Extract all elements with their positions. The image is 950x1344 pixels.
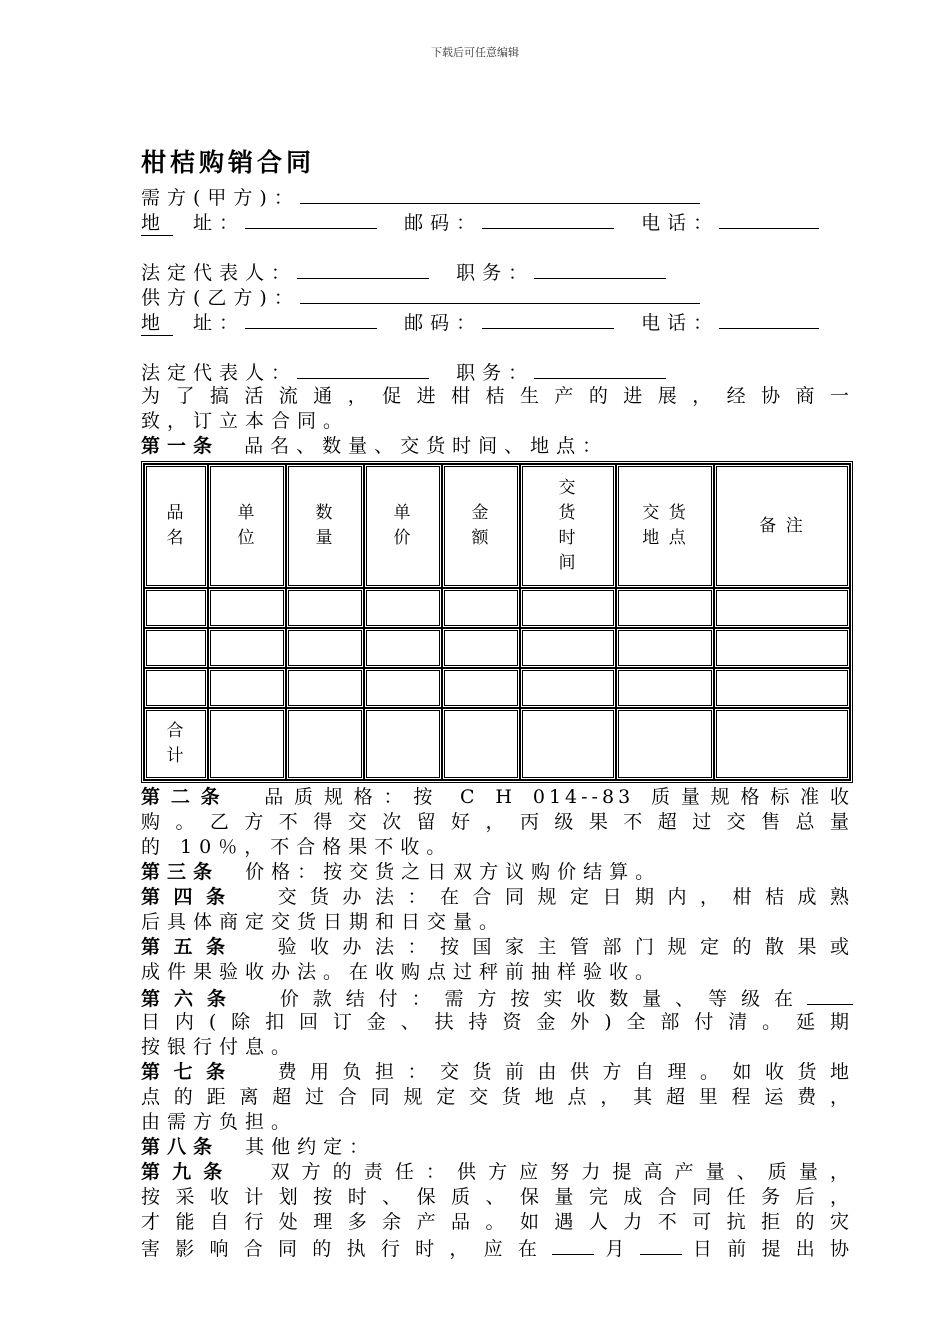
article-8-line: 第八条 其他约定： [141, 1136, 376, 1158]
article-1-text: 品名、数量、交货时间、地点： [244, 435, 609, 457]
buyer-phone-continuation [141, 234, 853, 259]
table-cell[interactable] [520, 628, 616, 668]
phone-label: 电话： [641, 312, 720, 334]
header-cell: 品 名 [144, 464, 208, 588]
article-2-line-1: 第二条 品质规格：按 C H 014--83 质量规格标准收 [141, 786, 853, 808]
address-label: 地 址： [141, 212, 246, 234]
article-8-number: 第八条 [141, 1136, 220, 1158]
article-2-number: 第二条 [141, 786, 231, 808]
header-cell: 单 价 [364, 464, 442, 588]
seller-name-field[interactable] [300, 284, 700, 304]
phone-label: 电话： [641, 212, 720, 234]
table-cell[interactable] [714, 628, 850, 668]
address-label: 地 址： [141, 312, 246, 334]
table-cell[interactable] [208, 588, 286, 628]
payment-days-field[interactable] [807, 985, 853, 1005]
table-cell[interactable] [520, 708, 616, 780]
article-9-line-3: 才能自行处理多余产品。如遇人力不可抗拒的灾 [141, 1211, 853, 1233]
seller-address-line [141, 309, 853, 334]
article-6-line-2: 日内(除扣回订金、扶持资金外)全部付清。延期 [141, 1011, 853, 1033]
rep-label: 法定代表人： [141, 362, 298, 384]
table-row [144, 588, 850, 628]
header-cell: 金 额 [442, 464, 520, 588]
seller-rep-field[interactable] [297, 359, 429, 379]
table-cell[interactable] [520, 588, 616, 628]
buyer-postcode-field[interactable] [482, 209, 614, 229]
article-9-number: 第九条 [141, 1161, 235, 1183]
header-cell: 备 注 [714, 464, 850, 588]
header-cell: 数 量 [286, 464, 364, 588]
article-5-line-2: 成件果验收办法。在收购点过秤前抽样验收。 [141, 961, 662, 983]
table-cell[interactable] [442, 588, 520, 628]
article-9-line-4: 害影响合同的执行时，应在 月 日前提出协 [141, 1235, 853, 1260]
table-cell[interactable] [364, 628, 442, 668]
table-cell[interactable] [286, 588, 364, 628]
seller-address-field[interactable] [245, 309, 377, 329]
seller-position-field[interactable] [534, 359, 666, 379]
table-cell[interactable] [616, 588, 714, 628]
intro-line-1: 为了搞活流通，促进柑桔生产的进展，经协商一 [141, 385, 853, 407]
header-cell: 交 货 地 点 [616, 464, 714, 588]
table-total-row [144, 708, 850, 780]
article-5-number: 第五条 [141, 936, 239, 958]
page-header-note: 下载后可任意编辑 [431, 46, 519, 59]
seller-phone-continuation [141, 334, 853, 359]
table-cell[interactable] [144, 588, 208, 628]
article-1-number: 第一条 [141, 435, 220, 457]
table-cell[interactable] [714, 588, 850, 628]
table-cell[interactable] [442, 628, 520, 668]
article-6-number: 第六条 [141, 988, 240, 1010]
seller-rep-line [141, 359, 853, 384]
header-cell: 单 位 [208, 464, 286, 588]
table-cell[interactable] [364, 668, 442, 708]
table-cell[interactable] [616, 668, 714, 708]
table-cell[interactable] [286, 668, 364, 708]
table-cell[interactable] [144, 628, 208, 668]
deadline-month-field[interactable] [552, 1235, 594, 1255]
article-3-line: 第三条 价格：按交货之日双方议购价结算。 [141, 861, 662, 883]
buyer-label: 需方(甲方)： [141, 187, 300, 209]
table-cell[interactable] [616, 628, 714, 668]
article-3-number: 第三条 [141, 861, 220, 883]
article-7-line-1: 第七条 费用负担：交货前由供方自理。如收货地 [141, 1061, 853, 1083]
table-cell[interactable] [144, 668, 208, 708]
buyer-phone-field[interactable] [719, 209, 819, 229]
buyer-address-field[interactable] [245, 209, 377, 229]
postcode-label: 邮码： [404, 212, 483, 234]
buyer-rep-line [141, 259, 853, 284]
article-6-line-1: 第六条 价款结付：需方按实收数量、等级在 [141, 985, 853, 1010]
table-cell[interactable] [442, 708, 520, 780]
table-row [144, 628, 850, 668]
article-9-line-2: 按采收计划按时、保质、保量完成合同任务后， [141, 1186, 853, 1208]
seller-phone-field[interactable] [719, 309, 819, 329]
table-cell[interactable] [714, 668, 850, 708]
article-7-line-2: 点的距离超过合同规定交货地点，其超里程运费， [141, 1086, 853, 1108]
table-cell[interactable] [714, 708, 850, 780]
article-1-line [141, 434, 853, 459]
seller-line [141, 284, 853, 309]
table-header-row [144, 464, 850, 588]
article-9-line-1: 第九条 双方的责任：供方应努力提高产量、质量， [141, 1161, 853, 1183]
header-cell: 交 货 时 间 [520, 464, 616, 588]
article-4-line-1: 第四条 交货办法：在合同规定日期内，柑桔成熟 [141, 886, 853, 908]
position-label: 职务： [456, 362, 535, 384]
article-7-line-3: 由需方负担。 [141, 1111, 298, 1133]
buyer-line [141, 184, 853, 209]
seller-postcode-field[interactable] [482, 309, 614, 329]
article-4-number: 第四条 [141, 886, 239, 908]
table-cell[interactable] [442, 668, 520, 708]
table-cell[interactable] [208, 668, 286, 708]
article-5-line-1: 第五条 验收办法：按国家主管部门规定的散果或 [141, 936, 853, 958]
article-4-line-2: 后具体商定交货日期和日交量。 [141, 911, 506, 933]
article-7-number: 第七条 [141, 1061, 239, 1083]
buyer-address-line [141, 209, 853, 234]
buyer-position-field[interactable] [534, 259, 666, 279]
buyer-name-field[interactable] [300, 184, 700, 204]
rep-label: 法定代表人： [141, 262, 298, 284]
article-2-line-3: 的 10％，不合格果不收。 [141, 836, 453, 858]
contract-title: 柑桔购销合同 [141, 148, 316, 177]
table-row [144, 668, 850, 708]
postcode-label: 邮码： [404, 312, 483, 334]
table-cell[interactable] [208, 628, 286, 668]
table-cell[interactable] [286, 708, 364, 780]
deadline-day-field[interactable] [640, 1235, 682, 1255]
total-label-cell: 合 计 [144, 708, 208, 780]
article-2-line-2: 购。乙方不得交次留好，丙级果不超过交售总量 [141, 811, 853, 833]
contract-document [141, 142, 853, 1260]
table-cell[interactable] [364, 708, 442, 780]
intro-line-2: 致，订立本合同。 [141, 410, 350, 432]
seller-label: 供方(乙方)： [141, 287, 300, 309]
goods-table [141, 461, 853, 783]
table-cell[interactable] [208, 708, 286, 780]
buyer-rep-field[interactable] [297, 259, 429, 279]
table-cell[interactable] [364, 588, 442, 628]
position-label: 职务： [456, 262, 535, 284]
table-cell[interactable] [520, 668, 616, 708]
table-cell[interactable] [286, 628, 364, 668]
table-cell[interactable] [616, 708, 714, 780]
article-6-line-3: 按银行付息。 [141, 1036, 298, 1058]
